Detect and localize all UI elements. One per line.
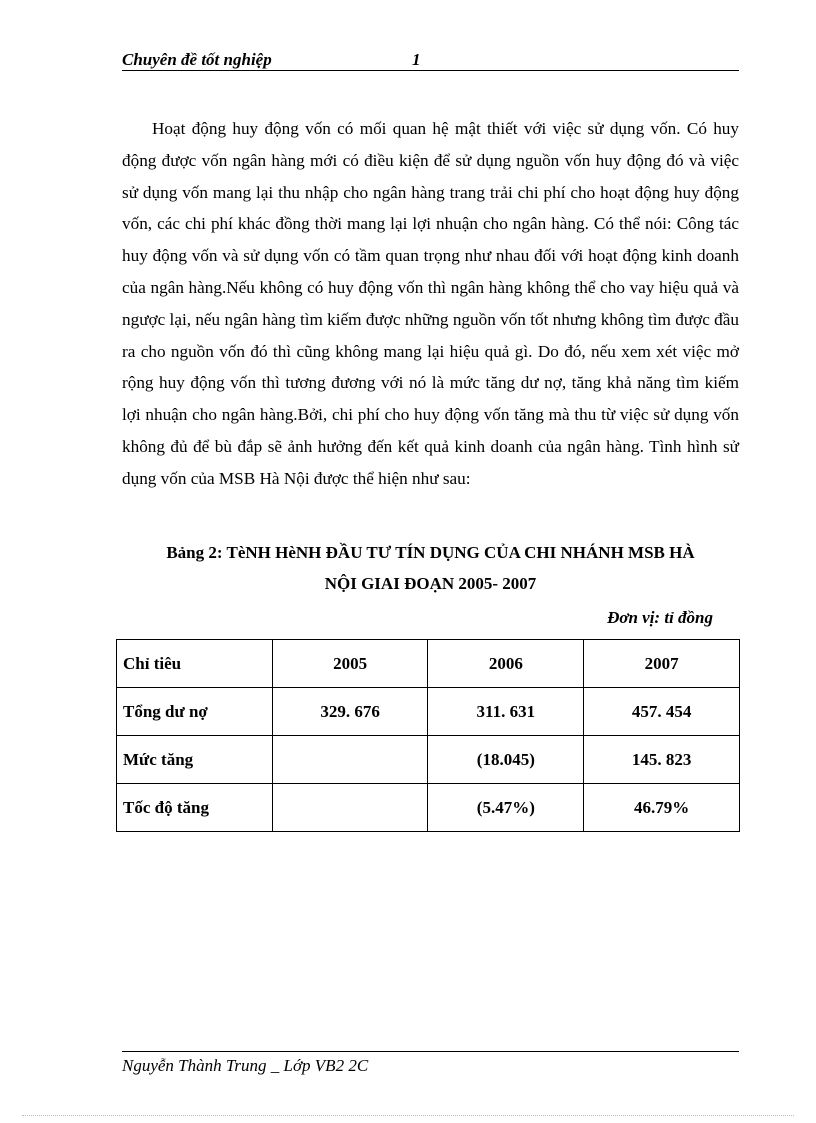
table-cell: 145. 823: [584, 736, 740, 784]
table-cell: [272, 736, 428, 784]
table-cell: (5.47%): [428, 784, 584, 832]
table-header-row: [117, 640, 740, 688]
table-cell: (18.045): [428, 736, 584, 784]
page-header: [122, 50, 739, 71]
credit-table: [116, 639, 740, 832]
page-edge-divider: [22, 1115, 794, 1116]
table-title: [122, 537, 739, 599]
table-header-cell: 2005: [272, 640, 428, 688]
table-cell: 329. 676: [272, 688, 428, 736]
table-cell: Tốc độ tăng: [117, 784, 273, 832]
table-cell: Mức tăng: [117, 736, 273, 784]
table-row: [117, 784, 740, 832]
table-title-line2: NỘI GIAI ĐOẠN 2005- 2007: [324, 574, 537, 593]
table-header-cell: Chỉ tiêu: [117, 640, 273, 688]
footer-author: Nguyễn Thành Trung _ Lớp VB2 2C: [122, 1056, 369, 1075]
table-cell: 457. 454: [584, 688, 740, 736]
table-cell: Tổng dư nợ: [117, 688, 273, 736]
table-cell: [272, 784, 428, 832]
table-header-cell: 2007: [584, 640, 740, 688]
table-cell: 46.79%: [584, 784, 740, 832]
page-footer: [122, 1051, 739, 1075]
unit-label: Đơn vị: tỉ đồng: [607, 608, 713, 627]
page-number: 1: [412, 50, 421, 69]
table-cell: 311. 631: [428, 688, 584, 736]
table-row: [117, 736, 740, 784]
table-header-cell: 2006: [428, 640, 584, 688]
table-row: [117, 688, 740, 736]
table-title-line1: Bảng 2: TèNH HèNH ĐẦU TƯ TÍN DỤNG CỦA CHI NHÁNH MSB HÀ: [166, 543, 695, 562]
header-title: Chuyên đề tốt nghiệp: [122, 50, 272, 69]
body-paragraph: Hoạt động huy động vốn có mối quan hệ mật thiết với việc sử dụng vốn. Có huy động được vốn ngân hàng mới có điều kiện để sử dụng nguồn vốn huy động đó và việc sử dụng vốn mang lại thu nhập cho ngân hàng trang trải chi phí cho hoạt động huy động vốn, các chi phí khác đồng thời mang lại lợi nhuận cho ngân hàng. Có thể nói: Công tác huy động vốn và sử dụng vốn có tầm quan trọng như nhau đối với hoạt động kinh doanh của ngân hàng.Nếu không có huy động vốn thì ngân hàng không thể cho vay hiệu quả và ngược lại, nếu ngân hàng tìm kiếm được những nguồn vốn tốt nhưng không tìm được đầu ra cho nguồn vốn đó thì cũng không mang lại hiệu quả gì. Do đó, nếu xem xét việc mở rộng huy động vốn thì tương đương với nó là mức tăng dư nợ, tăng khả năng tìm kiếm lợi nhuận cho ngân hàng.Bởi, chi phí cho huy động vốn tăng mà thu từ việc sử dụng vốn không đủ để bù đắp sẽ ảnh hưởng đến kết quả kinh doanh của ngân hàng. Tình hình sử dụng vốn của MSB Hà Nội được thể hiện như sau:: [122, 119, 739, 488]
